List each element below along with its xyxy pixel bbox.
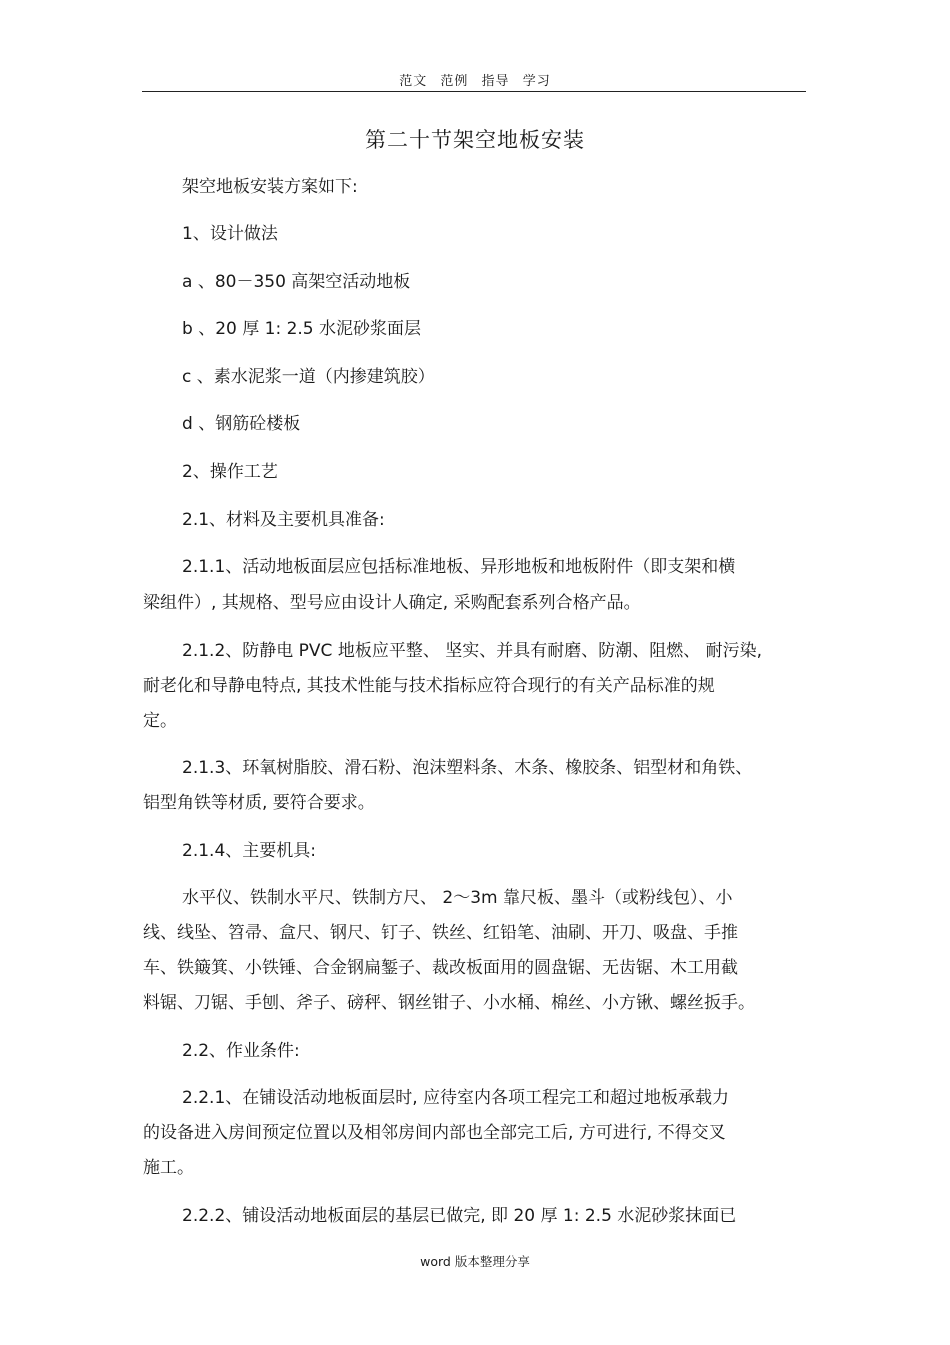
page-header: 范文 范例 指导 学习	[399, 74, 551, 89]
tools-line: 水平仪、铁制水平尺、铁制方尺、 2～3m 靠尺板、墨斗（或粉线包）、小	[182, 888, 733, 908]
design-item-d: d 、钢筋砼楼板	[182, 414, 301, 434]
para-2-1-1-line: 2.1.1、活动地板面层应包括标准地板、异形地板和地板附件（即支架和横	[182, 557, 736, 577]
para-2-2-1-line: 施工。	[143, 1158, 194, 1178]
heading-2-1-4: 2.1.4、主要机具:	[182, 841, 316, 861]
para-2-1-3-line: 2.1.3、环氧树脂胶、滑石粉、泡沫塑料条、木条、橡胶条、铝型材和角铁、	[182, 758, 753, 778]
tools-line: 车、铁簸箕、小铁锤、合金钢扁錾子、裁改板面用的圆盘锯、无齿锯、木工用截	[143, 958, 738, 978]
design-item-a: a 、80－350 高架空活动地板	[182, 272, 411, 292]
tools-line: 线、线坠、笤帚、盒尺、钢尺、钉子、铁丝、红铅笔、油刷、开刀、吸盘、手推	[143, 923, 738, 943]
intro-line: 架空地板安装方案如下:	[182, 177, 358, 197]
design-item-c: c 、素水泥浆一道（内掺建筑胶）	[182, 367, 435, 387]
heading-2-1: 2.1、材料及主要机具准备:	[182, 510, 385, 530]
para-2-1-2-line: 2.1.2、防静电 PVC 地板应平整、 坚实、并具有耐磨、防潮、阻燃、 耐污染,	[182, 641, 763, 661]
header-divider	[142, 91, 806, 92]
para-2-2-1-line: 2.2.1、在铺设活动地板面层时, 应待室内各项工程完工和超过地板承载力	[182, 1088, 730, 1108]
heading-process: 2、操作工艺	[182, 462, 278, 482]
page-footer: word 版本整理分享	[420, 1254, 530, 1269]
tools-line: 料锯、刀锯、手刨、斧子、磅秤、钢丝钳子、小水桶、棉丝、小方锹、螺丝扳手。	[143, 993, 755, 1013]
para-2-2-1-line: 的设备进入房间预定位置以及相邻房间内部也全部完工后, 方可进行, 不得交叉	[143, 1123, 726, 1143]
design-item-b: b 、20 厚 1: 2.5 水泥砂浆面层	[182, 319, 422, 339]
heading-2-2: 2.2、作业条件:	[182, 1041, 300, 1061]
para-2-1-1-line: 梁组件）, 其规格、型号应由设计人确定, 采购配套系列合格产品。	[143, 593, 641, 613]
para-2-1-2-line: 耐老化和导静电特点, 其技术性能与技术指标应符合现行的有关产品标准的规	[143, 676, 715, 696]
heading-design: 1、设计做法	[182, 224, 278, 244]
para-2-1-3-line: 铝型角铁等材质, 要符合要求。	[143, 793, 375, 813]
para-2-1-2-line: 定。	[143, 711, 177, 731]
section-title: 第二十节架空地板安装	[365, 128, 585, 152]
para-2-2-2-line: 2.2.2、铺设活动地板面层的基层已做完, 即 20 厚 1: 2.5 水泥砂浆抹面已	[182, 1206, 737, 1226]
